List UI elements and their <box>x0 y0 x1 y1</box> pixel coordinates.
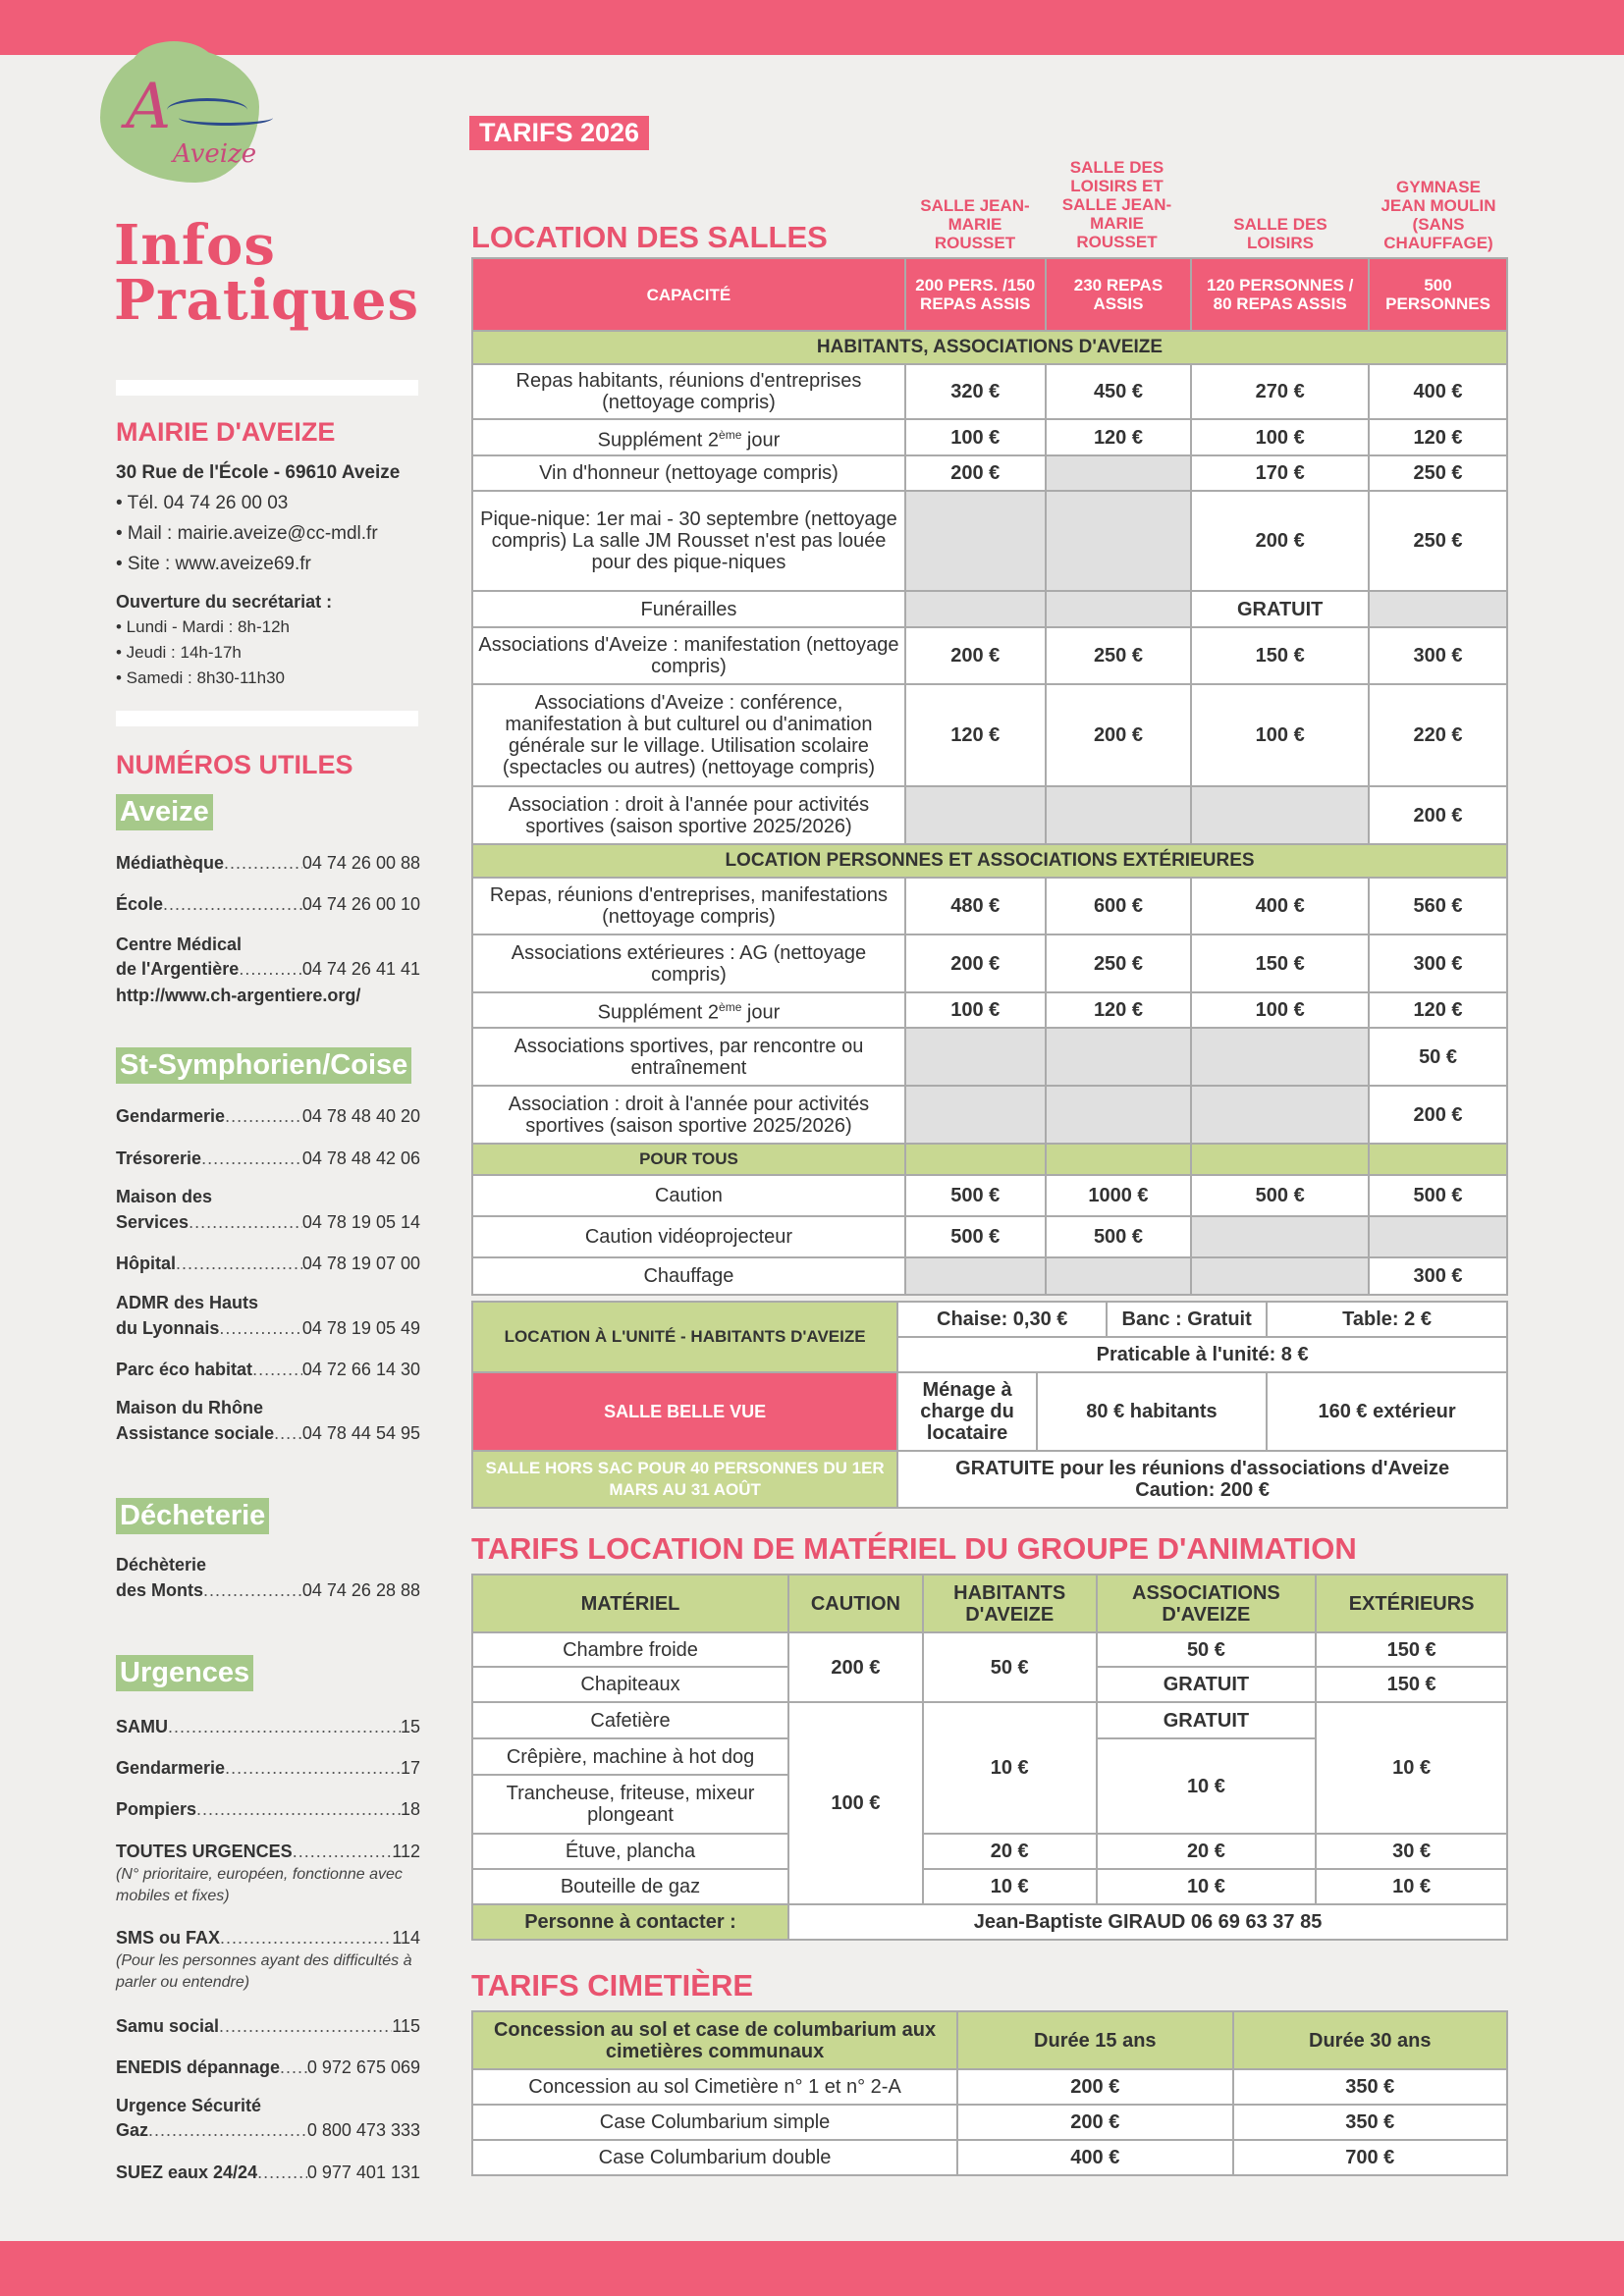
contact-row: Parc éco habitat ..... 04 72 66 14 30 <box>116 1358 420 1382</box>
head-cell: Durée 15 ans <box>957 2011 1232 2069</box>
empty-cell <box>1191 1086 1369 1144</box>
horssac-label: SALLE HORS SAC POUR 40 PERSONNES DU 1ER MARS AU 31 AOÛT <box>472 1451 897 1508</box>
row-label: Supplément 2ème jour <box>472 419 905 455</box>
empty-cell <box>1191 1028 1369 1086</box>
cell: 50 € <box>1369 1028 1507 1086</box>
cell: 100 € <box>1191 992 1369 1028</box>
cell: 30 € <box>1316 1834 1507 1869</box>
contact-row: du Lyonnais ..... 04 78 19 05 49 <box>116 1316 420 1341</box>
empty-cell <box>1046 591 1192 627</box>
cell: 270 € <box>1191 364 1369 419</box>
bottom-band <box>0 2241 1624 2296</box>
mairie-heading: MAIRIE D'AVEIZE <box>116 417 336 447</box>
aveize-tag: Aveize <box>116 794 213 830</box>
contact-row-label1: Déchèterie <box>116 1555 207 1575</box>
contact-value: Jean-Baptiste GIRAUD 06 69 63 37 85 <box>788 1904 1507 1940</box>
col-head: SALLE DES LOISIRS <box>1233 215 1327 252</box>
cell: 100 € <box>1191 684 1369 786</box>
cell: 150 € <box>1191 627 1369 684</box>
cell: 500 € <box>905 1175 1046 1216</box>
cell: 120 PERSONNES / 80 REPAS ASSIS <box>1191 258 1369 331</box>
cimetiere-table <box>471 2010 1508 2176</box>
item-label: Chapiteaux <box>472 1667 788 1702</box>
row-label: Case Columbarium double <box>472 2140 957 2175</box>
head-cell: MATÉRIEL <box>472 1575 788 1632</box>
cell: 100 € <box>905 992 1046 1028</box>
cell: 150 € <box>1191 934 1369 992</box>
cell: 150 € <box>1316 1667 1507 1702</box>
materiel-title: TARIFS LOCATION DE MATÉRIEL DU GROUPE D'ANIMATION <box>471 1531 1357 1566</box>
contact-row: Médiathèque ..... 04 74 26 00 88 <box>116 851 420 876</box>
contact-row-label1: ADMR des Hauts <box>116 1293 259 1312</box>
cell: Ménage à charge du locataire <box>897 1372 1037 1451</box>
contact-row: SAMU ..... 15 <box>116 1715 420 1739</box>
cell: 450 € <box>1046 364 1192 419</box>
cell: 200 € <box>905 455 1046 491</box>
opening-hours: Ouverture du secrétariat : • Lundi - Mardi : 8h-12h • Jeudi : 14h-17h • Samedi : 8h30-11h30 <box>116 592 333 687</box>
cell: 500 € <box>1191 1175 1369 1216</box>
empty-cell <box>905 1086 1046 1144</box>
contact-row: Assistance sociale ..... 04 78 44 54 95 <box>116 1421 420 1446</box>
cell: 300 € <box>1369 1257 1507 1295</box>
section-row: HABITANTS, ASSOCIATIONS D'AVEIZE <box>472 331 1507 364</box>
row-label: Association : droit à l'année pour activités sportives (saison sportive 2025/2026) <box>472 1086 905 1144</box>
contact-row: Gendarmerie ..... 04 78 48 40 20 <box>116 1104 420 1129</box>
contact-row: Hôpital ..... 04 78 19 07 00 <box>116 1252 420 1276</box>
bellevue-label: SALLE BELLE VUE <box>472 1372 897 1451</box>
stsymphorien-tag: St-Symphorien/Coise <box>116 1047 411 1084</box>
empty-cell <box>905 1144 1046 1175</box>
cell: 200 € <box>957 2105 1232 2140</box>
row-label: Repas, réunions d'entreprises, manifestations (nettoyage compris) <box>472 878 905 934</box>
unite-label: LOCATION À L'UNITÉ - HABITANTS D'AVEIZE <box>472 1302 897 1372</box>
head-cell: EXTÉRIEURS <box>1316 1575 1507 1632</box>
row-label: Concession au sol Cimetière n° 1 et n° 2-A <box>472 2069 957 2105</box>
tarifs-tag: TARIFS 2026 <box>469 116 649 150</box>
cell: 300 € <box>1369 627 1507 684</box>
empty-cell <box>1191 786 1369 844</box>
item-label: Étuve, plancha <box>472 1834 788 1869</box>
cell: 320 € <box>905 364 1046 419</box>
section-row: POUR TOUS <box>472 1144 905 1175</box>
contact-row: ENEDIS dépannage ..... 0 972 675 069 <box>116 2056 420 2080</box>
cell: 500 PERSONNES <box>1369 258 1507 331</box>
cell: Banc : Gratuit <box>1107 1302 1267 1337</box>
cell: 200 € <box>957 2069 1232 2105</box>
urgences-tag: Urgences <box>116 1655 253 1691</box>
cell: 10 € <box>1097 1738 1317 1834</box>
cell: 100 € <box>1191 419 1369 455</box>
section-row: LOCATION PERSONNES ET ASSOCIATIONS EXTÉRIEURES <box>472 844 1507 878</box>
contact-row: SUEZ eaux 24/24 ..... 0 977 401 131 <box>116 2161 420 2185</box>
cell: 10 € <box>1316 1702 1507 1834</box>
contact-row: TOUTES URGENCES ..... 112 <box>116 1840 420 1864</box>
cell: 480 € <box>905 878 1046 934</box>
page-title: Infos Pratiques <box>114 213 420 333</box>
cell: 200 € <box>788 1632 923 1702</box>
aveize-logo: A Aveize <box>100 41 267 188</box>
empty-cell <box>1046 455 1192 491</box>
cell: 10 € <box>923 1869 1097 1904</box>
cell: 220 € <box>1369 684 1507 786</box>
salles-title: LOCATION DES SALLES <box>471 220 828 254</box>
head-cell: CAUTION <box>788 1575 923 1632</box>
cell: 20 € <box>923 1834 1097 1869</box>
salles-table <box>471 257 1508 1296</box>
row-label: Associations d'Aveize : conférence, manifestation à but culturel ou d'animation générale sur le village. Utilisation scolaire (spectacles ou autres) (nettoyage compris) <box>472 684 905 786</box>
head-cell: Durée 30 ans <box>1233 2011 1507 2069</box>
mairie-info: 30 Rue de l'École - 69610 Aveize • Tél. 04 74 26 00 03 • Mail : mairie.aveize@cc-mdl.fr • Site : www.aveize69.fr <box>116 462 401 574</box>
cell: Chaise: 0,30 € <box>897 1302 1107 1337</box>
empty-cell <box>905 491 1046 591</box>
row-label: Case Columbarium simple <box>472 2105 957 2140</box>
cell: 10 € <box>923 1702 1097 1834</box>
cell: 120 € <box>1046 992 1192 1028</box>
item-label: Chambre froide <box>472 1632 788 1667</box>
empty-cell <box>905 1028 1046 1086</box>
cell: 100 € <box>905 419 1046 455</box>
empty-cell <box>1046 1028 1192 1086</box>
row-label: Association : droit à l'année pour activités sportives (saison sportive 2025/2026) <box>472 786 905 844</box>
numeros-heading: NUMÉROS UTILES <box>116 750 353 779</box>
divider <box>116 380 418 396</box>
cell: 200 € <box>905 934 1046 992</box>
contact-label: Personne à contacter : <box>472 1904 788 1940</box>
cell: 120 € <box>905 684 1046 786</box>
contact-row: Pompiers ..... 18 <box>116 1797 420 1822</box>
contact-row: Services ..... 04 78 19 05 14 <box>116 1210 420 1235</box>
head-cell: Concession au sol et case de columbarium aux cimetières communaux <box>472 2011 957 2069</box>
cell: 230 REPAS ASSIS <box>1046 258 1192 331</box>
cell: 400 € <box>1191 878 1369 934</box>
item-label: Cafetière <box>472 1702 788 1738</box>
centre-medical-link[interactable]: http://www.ch-argentiere.org/ <box>116 986 361 1005</box>
cell: 250 € <box>1046 627 1192 684</box>
empty-cell <box>1046 1257 1192 1295</box>
empty-cell <box>905 1257 1046 1295</box>
cell: 500 € <box>1046 1216 1192 1257</box>
logo-text: Aveize <box>173 139 257 169</box>
contact-row-label1: Maison des <box>116 1187 213 1206</box>
cell: GRATUIT <box>1097 1702 1317 1738</box>
row-label: Funérailles <box>472 591 905 627</box>
row-label: Caution <box>472 1175 905 1216</box>
empty-cell <box>905 786 1046 844</box>
item-label: Trancheuse, friteuse, mixeur plongeant <box>472 1775 788 1834</box>
cell: 200 € <box>1369 1086 1507 1144</box>
cell: 250 € <box>1046 934 1192 992</box>
cell: 250 € <box>1369 491 1507 591</box>
cell: Praticable à l'unité: 8 € <box>897 1337 1507 1372</box>
empty-cell <box>1046 786 1192 844</box>
row-label: Repas habitants, réunions d'entreprises (nettoyage compris) <box>472 364 905 419</box>
cell: 80 € habitants <box>1037 1372 1267 1451</box>
cell: 200 € <box>1369 786 1507 844</box>
materiel-table <box>471 1574 1508 1941</box>
cell: Table: 2 € <box>1267 1302 1507 1337</box>
cimetiere-title: TARIFS CIMETIÈRE <box>471 1968 754 2002</box>
cell: 250 € <box>1369 455 1507 491</box>
col-head: SALLE JEAN-MARIE ROUSSET <box>920 196 1030 252</box>
cell: 150 € <box>1316 1632 1507 1667</box>
contact-row: Trésorerie ..... 04 78 48 42 06 <box>116 1147 420 1171</box>
row-label: Associations d'Aveize : manifestation (nettoyage compris) <box>472 627 905 684</box>
cell: 200 € <box>1191 491 1369 591</box>
item-label: Bouteille de gaz <box>472 1869 788 1904</box>
cell: 350 € <box>1233 2105 1507 2140</box>
divider <box>116 711 418 726</box>
decheterie-tag: Décheterie <box>116 1498 269 1534</box>
empty-cell <box>1191 1216 1369 1257</box>
contact-row: de l'Argentière ..... 04 74 26 41 41 <box>116 957 420 982</box>
cell: 560 € <box>1369 878 1507 934</box>
cell: 10 € <box>1097 1869 1317 1904</box>
cell: GRATUIT <box>1191 591 1369 627</box>
cell: CAPACITÉ <box>472 258 905 331</box>
empty-cell <box>1369 1216 1507 1257</box>
row-label: Vin d'honneur (nettoyage compris) <box>472 455 905 491</box>
row-label: Chauffage <box>472 1257 905 1295</box>
col-head: SALLE DES LOISIRS ET SALLE JEAN-MARIE ROUSSET <box>1061 158 1172 251</box>
contact-row: des Monts ..... 04 74 26 28 88 <box>116 1578 420 1603</box>
cell: GRATUITE pour les réunions d'associations d'Aveize Caution: 200 € <box>897 1451 1507 1508</box>
cell: 400 € <box>1369 364 1507 419</box>
cell: 500 € <box>905 1216 1046 1257</box>
cell: 170 € <box>1191 455 1369 491</box>
cell: 120 € <box>1046 419 1192 455</box>
item-label: Crêpière, machine à hot dog <box>472 1738 788 1775</box>
cell: 50 € <box>923 1632 1097 1702</box>
contact-row: SMS ou FAX ..... 114 <box>116 1926 420 1950</box>
head-cell: ASSOCIATIONS D'AVEIZE <box>1097 1575 1317 1632</box>
contact-row: Gendarmerie ..... 17 <box>116 1756 420 1781</box>
cell: 700 € <box>1233 2140 1507 2175</box>
empty-cell <box>1369 591 1507 627</box>
cell: 120 € <box>1369 992 1507 1028</box>
contact-row-label1: Centre Médical <box>116 934 243 954</box>
row-label: Associations sportives, par rencontre ou entraînement <box>472 1028 905 1086</box>
cell: 120 € <box>1369 419 1507 455</box>
cell: 20 € <box>1097 1834 1317 1869</box>
row-label: Pique-nique: 1er mai - 30 septembre (nettoyage compris) La salle JM Rousset n'est pas louée pour des pique-niques <box>472 491 905 591</box>
empty-cell <box>1191 1144 1369 1175</box>
empty-cell <box>1369 1144 1507 1175</box>
cell: GRATUIT <box>1097 1667 1317 1702</box>
contact-row: École ..... 04 74 26 00 10 <box>116 892 420 917</box>
contact-row-label1: Maison du Rhône <box>116 1398 263 1417</box>
empty-cell <box>905 591 1046 627</box>
cell: 200 € <box>905 627 1046 684</box>
row-label: Caution vidéoprojecteur <box>472 1216 905 1257</box>
contact-row: Samu social ..... 115 <box>116 2014 420 2039</box>
cell: 1000 € <box>1046 1175 1192 1216</box>
contact-row: Gaz ..... 0 800 473 333 <box>116 2118 420 2143</box>
cell: 350 € <box>1233 2069 1507 2105</box>
cell: 50 € <box>1097 1632 1317 1667</box>
cell: 200 € <box>1046 684 1192 786</box>
row-label: Associations extérieures : AG (nettoyage compris) <box>472 934 905 992</box>
note-114: (Pour les personnes ayant des difficultés à parler ou entendre) <box>116 1952 412 1991</box>
cell: 400 € <box>957 2140 1232 2175</box>
head-cell: HABITANTS D'AVEIZE <box>923 1575 1097 1632</box>
empty-cell <box>1046 491 1192 591</box>
empty-cell <box>1046 1086 1192 1144</box>
cell: 300 € <box>1369 934 1507 992</box>
cell: 10 € <box>1316 1869 1507 1904</box>
cell: 100 € <box>788 1702 923 1904</box>
cell: 200 PERS. /150 REPAS ASSIS <box>905 258 1046 331</box>
cell: 600 € <box>1046 878 1192 934</box>
col-head: GYMNASE JEAN MOULIN (SANS CHAUFFAGE) <box>1380 178 1496 252</box>
empty-cell <box>1046 1144 1192 1175</box>
extra-tarifs-table <box>471 1301 1508 1509</box>
note-112: (N° prioritaire, européen, fonctionne avec mobiles et fixes) <box>116 1866 403 1904</box>
cell: 160 € extérieur <box>1267 1372 1507 1451</box>
contact-row-label1: Urgence Sécurité <box>116 2096 262 2115</box>
cell: 500 € <box>1369 1175 1507 1216</box>
empty-cell <box>1191 1257 1369 1295</box>
row-label: Supplément 2ème jour <box>472 992 905 1028</box>
